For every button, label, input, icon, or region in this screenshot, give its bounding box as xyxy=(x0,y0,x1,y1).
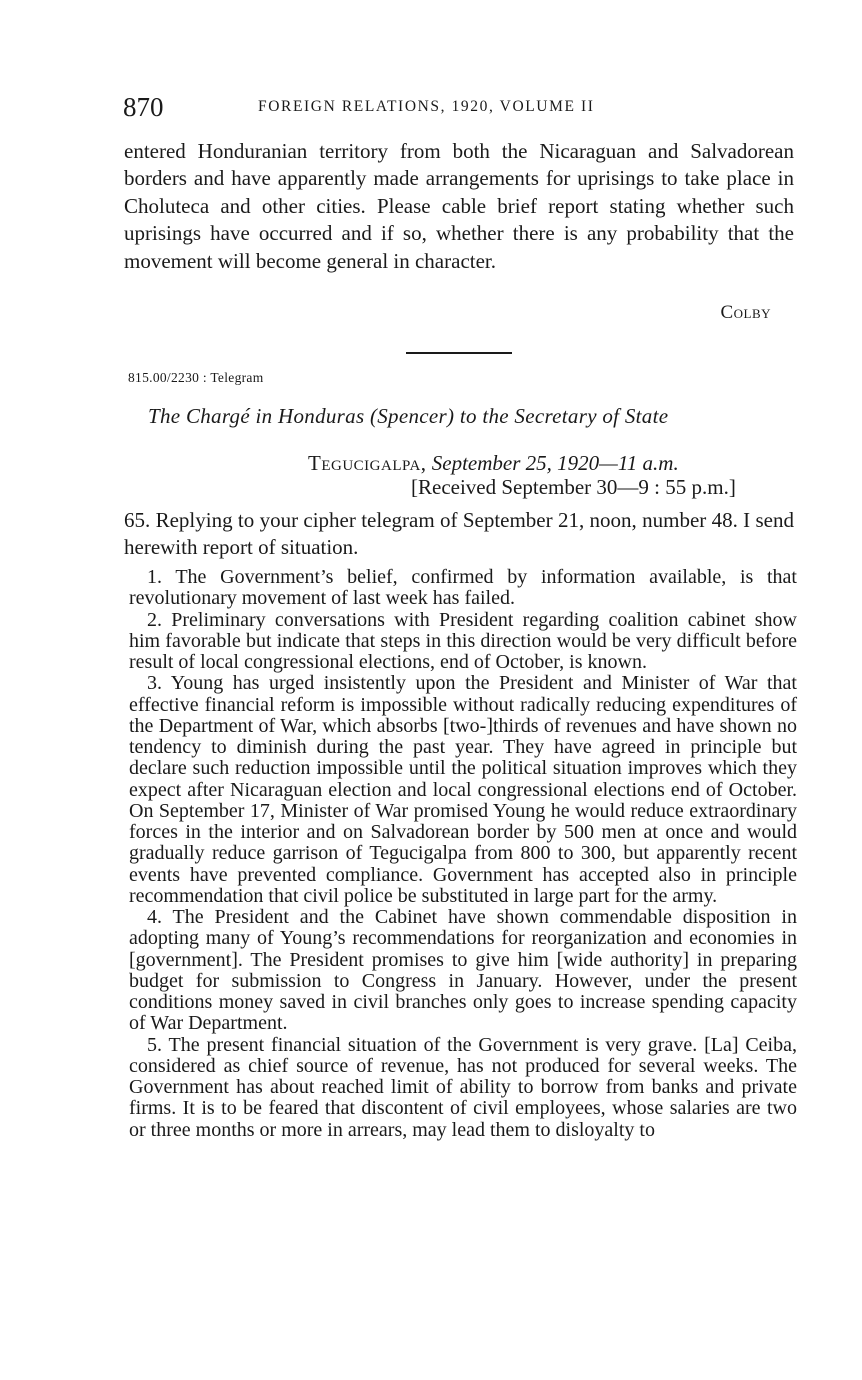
report-item-5: 5. The present financial situation of the Government is very grave. [La] Ceiba, considered as chief source of revenue, has not produced for several weeks. The Government has about reached limit of ability to borrow from banks and private firms. It is to be feared that discontent of civil employees, whose salaries are two or three months or more in arrears, may lead them to disloyalty to xyxy=(129,1033,797,1141)
section-divider xyxy=(406,352,512,354)
report-item-1: 1. The Government’s belief, confirmed by information available, is that revolutionary movement of last week has failed. xyxy=(129,566,797,610)
received-note: [Received September 30—9 : 55 p.m.] xyxy=(411,475,736,499)
page-number: 870 xyxy=(123,92,164,122)
report-item-4: 4. The President and the Cabinet have shown commendable disposition in adopting many of Young’s recommendations for reorganization and economies in [government]. The President promises to give him [wide authority] in preparing budget for submission to Congress in January. However, under the present conditions money saved in civil branches only goes to increase spending capacity of War Department. xyxy=(129,906,797,1035)
report-item-2: 2. Preliminary conversations with President regarding coalition cabinet show him favorable but indicate that steps in this direction would be very difficult before result of local congressional elections, end of October, is known. xyxy=(129,608,797,673)
signature: Colby xyxy=(720,302,771,323)
dateline xyxy=(308,451,679,476)
file-reference: 815.00/2230 : Telegram xyxy=(128,370,264,385)
running-head: FOREIGN RELATIONS, 1920, VOLUME II xyxy=(258,98,595,115)
dateline-place: Tegucigalpa, xyxy=(308,451,427,475)
dateline-date: September 25, 1920—11 a.m. xyxy=(431,451,679,475)
telegram-intro: 65. Replying to your cipher telegram of September 21, noon, number 48. I send herewith report of situation. xyxy=(124,508,794,560)
report-item-3: 3. Young has urged insistently upon the President and Minister of War that effective financial reform is impossible without radically reducing expenditures of the Department of War, which absorbs [two-]thirds of revenues and have shown no tendency to diminish during the past year. They have agreed in principle but declare such reduction impossible until the political situation improves which they expect after Nicaraguan election and local congressional elections end of October. On September 17, Minister of War promised Young he would reduce extraordinary forces in the interior and on Salvadorean border by 500 men at once and would gradually reduce garrison of Tegucigalpa from 800 to 300, but apparently recent events have prevented compliance. Government has accepted also in principle recommendation that civil police be substituted in large part for the army. xyxy=(129,672,797,907)
document-heading: The Chargé in Honduras (Spencer) to the Secretary of State xyxy=(148,404,669,428)
continuation-paragraph: entered Honduranian territory from both the Nicaraguan and Salvadorean borders and have apparently made arrangements for uprisings to take place in Choluteca and other cities. Please cable brief report stating whether such uprisings have occurred and if so, whether there is any probability that the movement will become general in character. xyxy=(124,139,794,273)
report-items xyxy=(129,567,797,1141)
